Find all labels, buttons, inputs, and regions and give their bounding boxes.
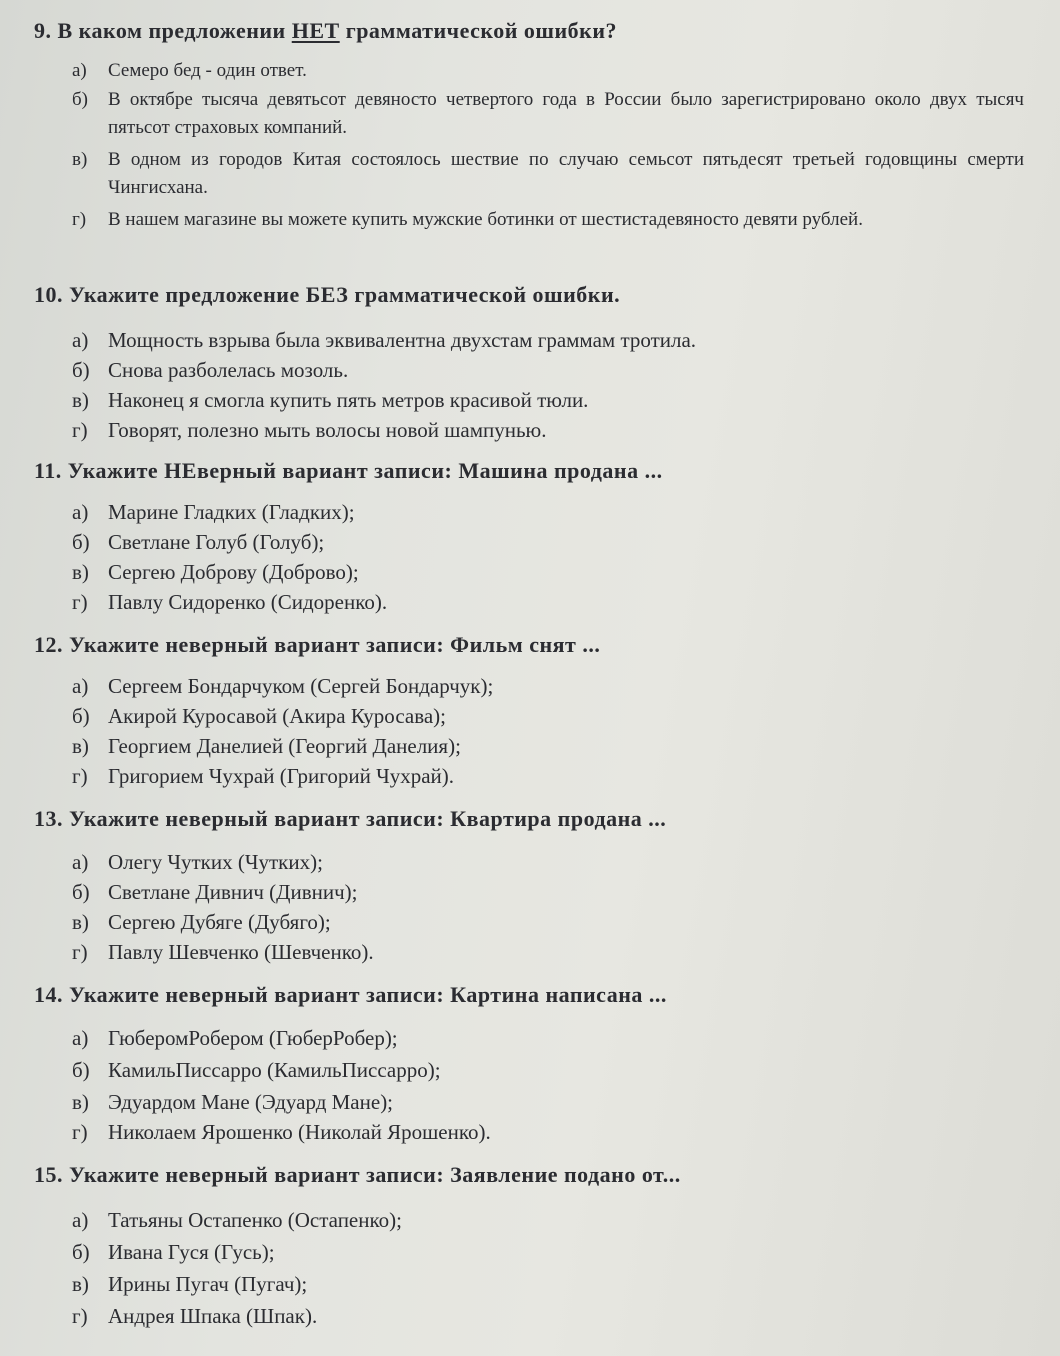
question-12-option-c: [72, 734, 1024, 759]
option-letter: б): [72, 704, 90, 728]
question-12-option-a: [72, 674, 1024, 699]
question-15-option-c: [72, 1272, 1024, 1297]
question-11-option-d: [72, 590, 1024, 615]
option-text: Татьяны Остапенко (Остапенко);: [108, 1208, 402, 1232]
question-14-option-b: [72, 1058, 1024, 1083]
option-letter: б): [72, 530, 90, 554]
option-letter: г): [72, 590, 88, 614]
option-letter: а): [72, 674, 89, 698]
question-15-option-b: [72, 1240, 1024, 1265]
question-number: 11.: [34, 458, 62, 483]
question-12-option-d: [72, 764, 1024, 789]
option-letter: г): [72, 764, 88, 788]
question-15-option-a: [72, 1208, 1024, 1233]
question-emphasis: НЕТ: [291, 18, 340, 43]
option-text: Сергеем Бондарчуком (Сергей Бондарчук);: [108, 674, 494, 698]
option-text: Акирой Куросавой (Акира Куросава);: [108, 704, 447, 728]
option-letter: в): [72, 910, 89, 934]
question-9-option-d: [72, 206, 1024, 234]
question-11-option-b: [72, 530, 1024, 555]
option-letter: г): [72, 1120, 88, 1144]
question-10-title: [34, 282, 620, 308]
option-letter: б): [72, 89, 88, 110]
question-number: 14.: [34, 982, 63, 1007]
option-text: Георгием Данелией (Георгий Данелия);: [108, 734, 461, 758]
option-letter: в): [72, 734, 89, 758]
option-text: Сергею Дубяге (Дубяго);: [108, 910, 331, 934]
option-letter: г): [72, 418, 88, 442]
option-text: Николаем Ярошенко (Николай Ярошенко).: [108, 1120, 491, 1144]
option-text: Эдуардом Мане (Эдуард Мане);: [108, 1090, 394, 1114]
option-text: Светлане Голуб (Голуб);: [108, 530, 325, 554]
option-letter: в): [72, 1090, 89, 1114]
option-text: Ивана Гуся (Гусь);: [108, 1240, 275, 1264]
question-14-title: [34, 982, 667, 1008]
option-letter: в): [72, 1272, 89, 1296]
option-text: Наконец я смогла купить пять метров красивой тюли.: [108, 388, 589, 412]
option-text: Ирины Пугач (Пугач);: [108, 1272, 308, 1296]
question-number: 9.: [34, 18, 52, 43]
question-12-title: [34, 632, 600, 658]
question-number: 15.: [34, 1162, 63, 1187]
question-13-option-a: [72, 850, 1024, 875]
question-11-option-a: [72, 500, 1024, 525]
question-number: 13.: [34, 806, 63, 831]
option-text: В нашем магазине вы можете купить мужские ботинки от шестистадевяносто девяти рублей.: [108, 209, 863, 230]
option-text: Олегу Чутких (Чутких);: [108, 850, 323, 874]
question-13-title: [34, 806, 666, 832]
option-text: Семеро бед - один ответ.: [108, 60, 307, 81]
question-15-title: [34, 1162, 681, 1188]
option-text: Говорят, полезно мыть волосы новой шампунью.: [108, 418, 547, 442]
option-letter: а): [72, 328, 89, 352]
option-letter: а): [72, 60, 87, 81]
option-text: В одном из городов Китая состоялось шествие по случаю семьсот пятьдесят третьей годовщины смерти Чингисхана.: [108, 149, 1024, 198]
question-11-title: [34, 458, 663, 484]
option-letter: б): [72, 1240, 90, 1264]
question-text: Укажите предложение БЕЗ грамматической ошибки.: [69, 282, 621, 307]
question-14-option-a: [72, 1026, 1024, 1051]
option-letter: г): [72, 209, 87, 230]
option-text: КамильПиссарро (КамильПиссарро);: [108, 1058, 441, 1082]
question-text: грамматической ошибки?: [339, 18, 618, 43]
option-text: Марине Гладких (Гладких);: [108, 500, 355, 524]
option-text: Снова разболелась мозоль.: [108, 358, 349, 382]
option-letter: а): [72, 1208, 89, 1232]
option-letter: г): [72, 1304, 88, 1328]
question-text: Укажите НЕверный вариант записи: Машина продана ...: [67, 458, 663, 483]
option-text: Мощность взрыва была эквивалентна двухстам граммам тротила.: [108, 328, 697, 352]
question-15-option-d: [72, 1304, 1024, 1329]
question-10-option-d: [72, 418, 1024, 443]
option-letter: г): [72, 940, 88, 964]
question-number: 12.: [34, 632, 63, 657]
question-text: Укажите неверный вариант записи: Картина написана ...: [69, 982, 667, 1007]
question-9-option-a: [72, 60, 1024, 82]
option-letter: а): [72, 850, 89, 874]
option-letter: а): [72, 500, 89, 524]
option-letter: в): [72, 149, 88, 170]
option-letter: а): [72, 1026, 89, 1050]
option-text: Павлу Шевченко (Шевченко).: [108, 940, 374, 964]
option-letter: б): [72, 358, 90, 382]
question-9-title: [34, 18, 617, 44]
question-text: Укажите неверный вариант записи: Квартира продана ...: [69, 806, 667, 831]
question-text: Укажите неверный вариант записи: Заявление подано от...: [69, 1162, 681, 1187]
question-14-option-d: [72, 1120, 1024, 1145]
question-12-option-b: [72, 704, 1024, 729]
question-11-option-c: [72, 560, 1024, 585]
question-13-option-d: [72, 940, 1024, 965]
option-letter: в): [72, 560, 89, 584]
question-13-option-b: [72, 880, 1024, 905]
option-text: Светлане Дивнич (Дивнич);: [108, 880, 358, 904]
option-text: Андрея Шпака (Шпак).: [108, 1304, 318, 1328]
option-letter: б): [72, 880, 90, 904]
option-letter: в): [72, 388, 89, 412]
question-10-option-c: [72, 388, 1024, 413]
question-9-option-b: [72, 86, 1024, 142]
option-letter: б): [72, 1058, 90, 1082]
question-number: 10.: [34, 282, 63, 307]
question-10-option-a: [72, 328, 1024, 353]
option-text: В октябре тысяча девятьсот девяносто четвертого года в России было зарегистрировано около двух тысяч пятьсот страховых компаний.: [108, 89, 1024, 138]
option-text: Павлу Сидоренко (Сидоренко).: [108, 590, 388, 614]
option-text: Григорием Чухрай (Григорий Чухрай).: [108, 764, 455, 788]
question-text: Укажите неверный вариант записи: Фильм снят ...: [69, 632, 601, 657]
question-13-option-c: [72, 910, 1024, 935]
option-text: ГюберомРобером (ГюберРобер);: [108, 1026, 398, 1050]
question-10-option-b: [72, 358, 1024, 383]
option-text: Сергею Доброву (Доброво);: [108, 560, 359, 584]
question-text: В каком предложении: [57, 18, 292, 43]
question-14-option-c: [72, 1090, 1024, 1115]
question-9-option-c: [72, 146, 1024, 202]
